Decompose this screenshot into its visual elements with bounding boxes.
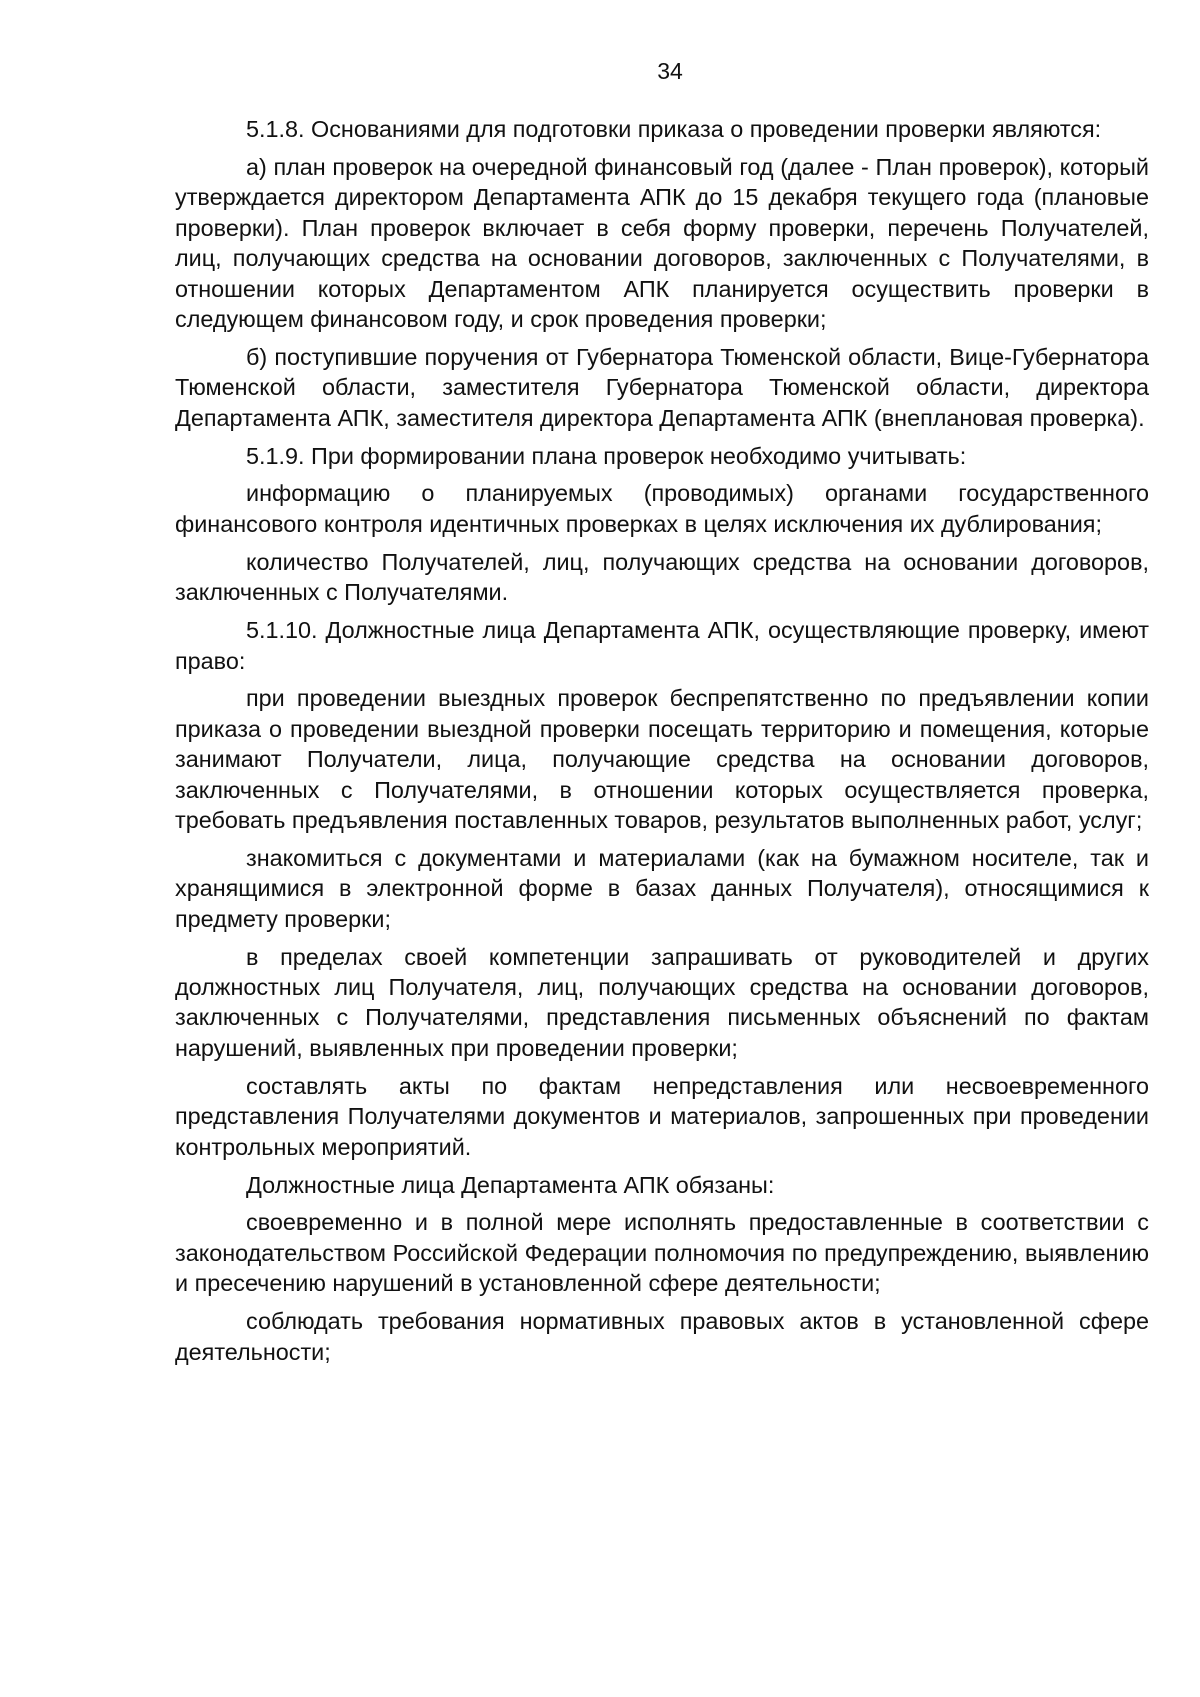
paragraph-obligation-requirements: соблюдать требования нормативных правовых актов в установленной сфере деятельности;	[175, 1308, 1149, 1365]
paragraph-5-1-8: 5.1.8. Основаниями для подготовки приказа о проведении проверки являются:	[246, 116, 1102, 142]
paragraph-right-site-visit: при проведении выездных проверок беспрепятственно по предъявлении копии приказа о проведении выездной проверки посещать территорию и помещения, которые занимают Получатели, лица, получающие средства на основании договоров, заключенных с Получателями, в отношении которых осуществляется проверка, требовать предъявления поставленных товаров, результатов выполненных работ, услуг;	[175, 685, 1149, 834]
paragraph-recipients-count: количество Получателей, лиц, получающих средства на основании договоров, заключенных с Получателями.	[175, 548, 1149, 606]
paragraph-item-a: а) план проверок на очередной финансовый год (далее - План проверок), который утверждается директором Департамента АПК до 15 декабря текущего года (плановые проверки). План проверок включает в себя форму проверки, перечень Получателей, лиц, получающих средства на основании договоров, заключенных с Получателями, в отношении которых Департаментом АПК планируется осуществить проверки в следующем финансовом году, и срок проведения проверки;	[175, 153, 1149, 332]
paragraph-right-documents: знакомиться с документами и материалами (как на бумажном носителе, так и хранящимися в электронной форме в базах данных Получателя), относящимися к предмету проверки;	[175, 844, 1149, 932]
paragraph-5-1-10: 5.1.10. Должностные лица Департамента АПК, осуществляющие проверку, имеют право:	[175, 617, 1149, 674]
paragraph-5-1-9: 5.1.9. При формировании плана проверок необходимо учитывать:	[246, 442, 967, 469]
document-body	[175, 114, 1149, 1374]
paragraph-item-b: б) поступившие поручения от Губернатора Тюменской области, Вице-Губернатора Тюменской области, заместителя Губернатора Тюменской области, директора Департамента АПК, заместителя директора Департамента АПК (внеплановая проверка).	[175, 343, 1149, 431]
paragraph-right-request-explanations: в пределах своей компетенции запрашивать от руководителей и других должностных лиц Получателя, лиц, получающих средства на основании договоров, заключенных с Получателями, представления письменных объяснений по фактам нарушений, выявленных при проведении проверки;	[175, 943, 1149, 1061]
paragraph-info-control: информацию о планируемых (проводимых) органами государственного финансового контроля идентичных проверках в целях исключения их дублирования;	[175, 480, 1149, 537]
paragraph-right-compile-acts: составлять акты по фактам непредставления или несвоевременного представления Получателями документов и материалов, запрошенных при проведении контрольных мероприятий.	[175, 1072, 1149, 1160]
page-number: 34	[657, 58, 683, 84]
paragraph-obligations-heading: Должностные лица Департамента АПК обязаны:	[246, 1171, 775, 1198]
paragraph-obligation-powers: своевременно и в полной мере исполнять предоставленные в соответствии с законодательством Российской Федерации полномочия по предупреждению, выявлению и пресечению нарушений в установленной сфере деятельности;	[175, 1209, 1149, 1297]
